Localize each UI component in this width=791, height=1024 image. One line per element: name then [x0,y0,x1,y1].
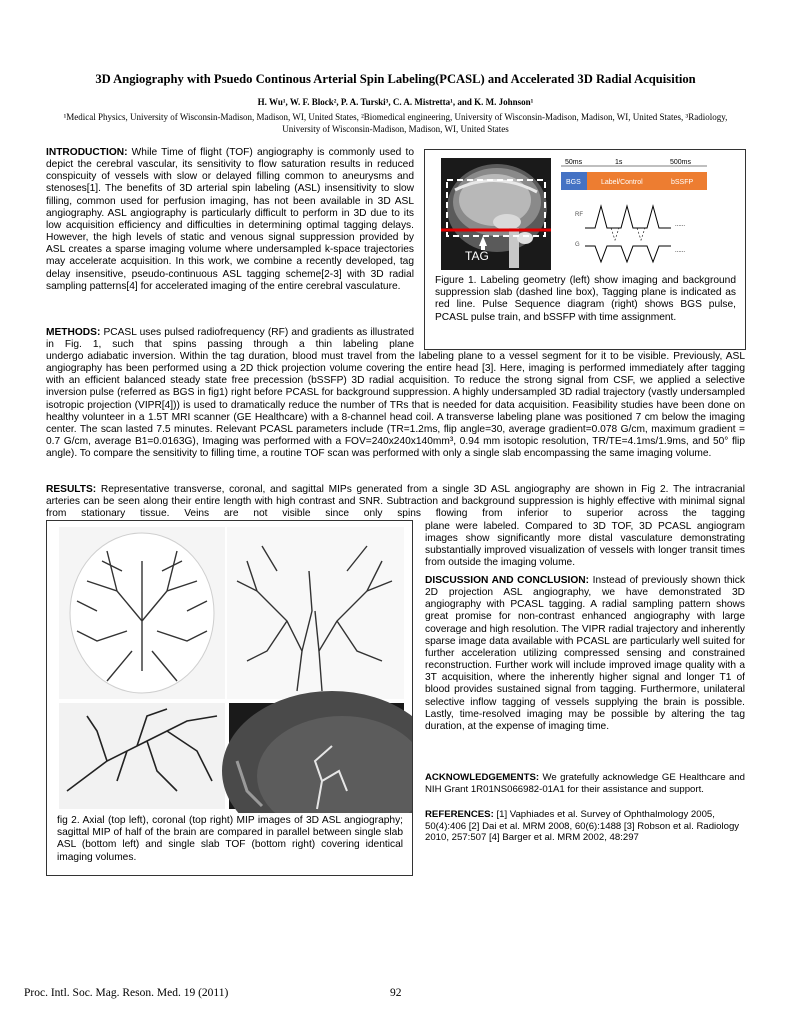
references-paragraph [425,809,745,844]
methods-text-start: PCASL uses pulsed radiofrequency (RF) and gradients as illustrated in Fig. 1, such that spins passing through a thin labeling plane [46,327,414,351]
timing-label-bssfp: 500ms [670,159,692,166]
timing-label-label: 1s [615,159,623,166]
discussion-heading: DISCUSSION AND CONCLUSION: [425,575,590,586]
sagittal-mri-image [441,158,551,270]
paper-title: 3D Angiography with Psuedo Continous Arterial Spin Labeling(PCASL) and Accelerated 3D Radial Acquisition [95,72,696,86]
proceedings-footer: Proc. Intl. Soc. Mag. Reson. Med. 19 (2011) [24,987,229,999]
pulse-sequence-diagram [561,159,707,262]
bssfp-block-label: bSSFP [671,179,694,186]
acknowledgements-paragraph [425,772,745,795]
acknowledgements-heading: ACKNOWLEDGEMENTS: [425,772,540,783]
references-heading: REFERENCES: [425,809,494,820]
intro-text: While Time of flight (TOF) angiography is commonly used to depict the cerebral vascular, its sensitivity to flow saturation results in reduced conspicuity of vessels with slow or delayed filling common to aneurysms and stenoses[1]. The benefits of 3D arterial spin labeling (ASL) insensitivity to slow filling, common used for perfusion imaging, has not been available in 3D ASL angiography. ASL angiography is particularly difficult to perform in 3D due to its low acquisition efficiency and difficulties in determining optimal tagging delays. However, the high levels of static and venous signal suppression provided by ASL creates a sparse imaging volume where undersampled k-space trajectories may accelerate acquisition. In this work, we combine a recently developed, tag delay insensitive, pseudo-continuous ASL tagging scheme[2-3] with 3D radial sampling patterns[4] for accelerated imaging of the entire cerebral vasculature. [46,147,414,292]
discussion-paragraph [425,575,745,733]
bgs-block-label: BGS [566,179,581,186]
g-ellipsis: ...... [675,248,686,254]
figure-2-caption: fig 2. Axial (top left), coronal (top right) MIP images of 3D ASL angiography; sagittal MIP of half of the brain are compared in parallel between single slab ASL (bottom left) and single slab TOF (bottom right) covering identical imaging volumes. [57,815,403,863]
sagittal-asl-mip-image [59,703,225,809]
rf-axis-label: RF [575,212,583,218]
figure-1-caption: Figure 1. Labeling geometry (left) show imaging and background suppression slab (dashed line box), Tagging plane is indicated as red line. Pulse Sequence diagram (right) shows BGS pulse, PCASL pulse train, and bSSFP with time assignment. [435,275,736,323]
timing-label-bgs: 50ms [565,159,583,166]
figure-2 [46,520,413,876]
figure-1-graphics [425,150,745,274]
figure-2-graphics [47,521,412,813]
methods-paragraph-cont: undergo adiabatic inversion. Within the tag duration, blood must travel from the labeling plane to a vessel segment for it to be visible. Previously, ASL angiography has been performed using a 2D thick projection volume covering the entire head [3]. Here, imaging is performed immediately after tagging with an efficient balanced steady state free precession (bSSFP) 3D radial acquisition. To reduce the strong signal from CSF, we applied a selective inversion pulse (referred as BGS in fig1) right before PCASL for background suppression. A highly undersampled 3D radial trajectory (vastly undersampled isotropic projection (VIPR[4])) is used to dramatically reduce the number of TRs that is needed for data acquisition. Feasibility studies have been done on healthy volunteer in a 1.5T MRI scanner (GE Healthcare) with a 8-channel head coil. A transverse labeling plane was positioned 7 cm below the imaging center. The scan lasted 7.5 minutes. Relevant PCASL parameters include (TR=1.2ms, flip angle=30, average gradient=0.078 G/cm, maximum gradient = 0.7 G/cm, average B1=0.0163G), Imaging was performed with a FOV=240x240x140mm³, 0.94 mm isotopic resolution, TR/TE=4.1ms/1.9ms, and 50° flip angle). To compare the sensitivity to filling time, a routine TOF scan was performed with only a single slab encompassing the same imaging volume. [46,351,745,460]
g-axis-label: G [575,242,580,248]
tag-label: TAG [465,249,489,263]
gradient-train [585,246,671,262]
results-paragraph [46,484,745,520]
discussion-text: Instead of previously shown thick 2D projection ASL angiography, we have demonstrated 3D angiography with PCASL tagging. A radial sampling pattern shows great promise for non-contrast enhanced angiography with large coverage and high resolution. The VIPR radial trajectory and inherently sparse image data available with PCASL are particularly well suited for further acceleration utilizing compressed sensing and constrained reconstruction. Further work will include improved image quality with a 3T acquisition, where the inherently higher signal and longer T1 of blood provides sustained signal from tagging. Furthermore, unilateral selective inflow tagging of vessels supplying the brain is possible. Lastly, time-resolved imaging may be possible by altering the tag duration, at the expense of imaging time. [425,575,745,732]
results-text-start: Representative transverse, coronal, and sagittal MIPs generated from a single 3D ASL angiography are shown in Fig 2. The intracranial arteries can be seen along their entire length with high contrast and SNR. Subtraction and background suppression is highly effective with minimal signal from stationary tissue. Veins are not visible since only spins flowing from inferior to superior across the tagging [46,484,745,520]
rf-pulse-train [585,206,671,228]
methods-heading: METHODS: [46,327,101,338]
page-number: 92 [390,987,402,999]
author-list: H. Wu¹, W. F. Block², P. A. Turski³, C. A. Mistretta¹, and K. M. Johnson¹ [257,97,534,107]
figure-1 [424,149,746,350]
axial-mip-image [59,527,225,699]
intro-heading: INTRODUCTION: [46,147,128,158]
references-text: [1] Vaphiades et al. Survey of Ophthalmology 2005, 50(4):406 [2] Dai et al. MRM 2008, 60(6):1488 [3] Robson et al. Radiology 2010, 257:507 [4] Barger et al. MRM 2002, 48:297 [425,809,740,844]
sagittal-tof-mip-image [222,691,412,813]
coronal-mip-image [227,527,404,699]
acknowledgements-text: We gratefully acknowledge GE Healthcare and NIH Grant 1R01NS066982-01A1 for their assistance and support. [425,772,745,795]
label-control-block-label: Label/Control [601,179,643,186]
intro-paragraph [46,147,414,293]
methods-paragraph-start [46,327,414,351]
results-heading: RESULTS: [46,484,97,495]
rf-ellipsis: ...... [675,222,686,228]
results-paragraph-cont: plane were labeled. Compared to 3D TOF, 3D PCASL angiogram images show significantly more distal vasculature demonstrating substantially improved visualization of vessels with longer transit times from outside the imaging volume. [425,521,745,569]
affiliations: ¹Medical Physics, University of Wisconsin-Madison, Madison, WI, United States, ²Biomedical engineering, University of Wisconsin-Madison, Madison, WI, United States, ³Radiology, University of Wisconsin-Madison, Madison, WI, United States [63,112,728,134]
